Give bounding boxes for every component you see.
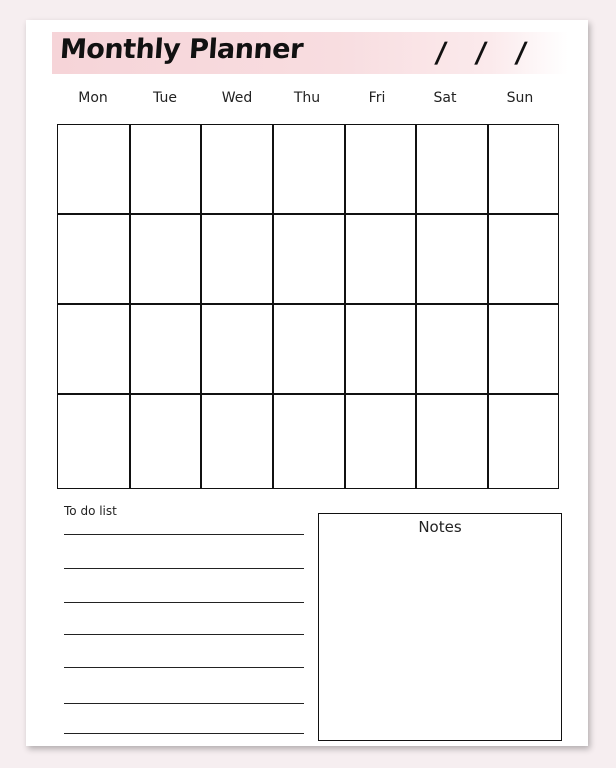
grid-column-divider <box>129 125 131 488</box>
day-label-sat: Sat <box>433 90 457 106</box>
notes-title: Notes <box>418 518 462 536</box>
todo-line[interactable] <box>64 634 304 635</box>
todo-line[interactable] <box>64 667 304 668</box>
notes-box[interactable] <box>318 513 562 741</box>
day-label-wed: Wed <box>221 90 253 106</box>
grid-row-divider <box>58 213 558 215</box>
date-separator-2: / <box>473 36 489 69</box>
grid-column-divider <box>415 125 417 488</box>
todo-line[interactable] <box>64 703 304 704</box>
date-separator-1: / <box>433 36 449 69</box>
day-label-thu: Thu <box>293 90 321 106</box>
day-label-mon: Mon <box>78 90 108 106</box>
page-title: Monthly Planner <box>58 34 304 65</box>
todo-line[interactable] <box>64 534 304 535</box>
planner-page <box>26 20 588 746</box>
todo-line[interactable] <box>64 733 304 734</box>
grid-column-divider <box>272 125 274 488</box>
grid-column-divider <box>200 125 202 488</box>
grid-row-divider <box>58 303 558 305</box>
todo-line[interactable] <box>64 602 304 603</box>
grid-row-divider <box>58 393 558 395</box>
day-label-tue: Tue <box>153 90 177 106</box>
grid-column-divider <box>487 125 489 488</box>
day-label-fri: Fri <box>368 90 386 106</box>
todo-line[interactable] <box>64 568 304 569</box>
day-label-sun: Sun <box>506 90 534 106</box>
grid-column-divider <box>344 125 346 488</box>
todo-list-label: To do list <box>64 504 117 518</box>
date-separator-3: / <box>513 36 529 69</box>
calendar-grid <box>57 124 559 489</box>
